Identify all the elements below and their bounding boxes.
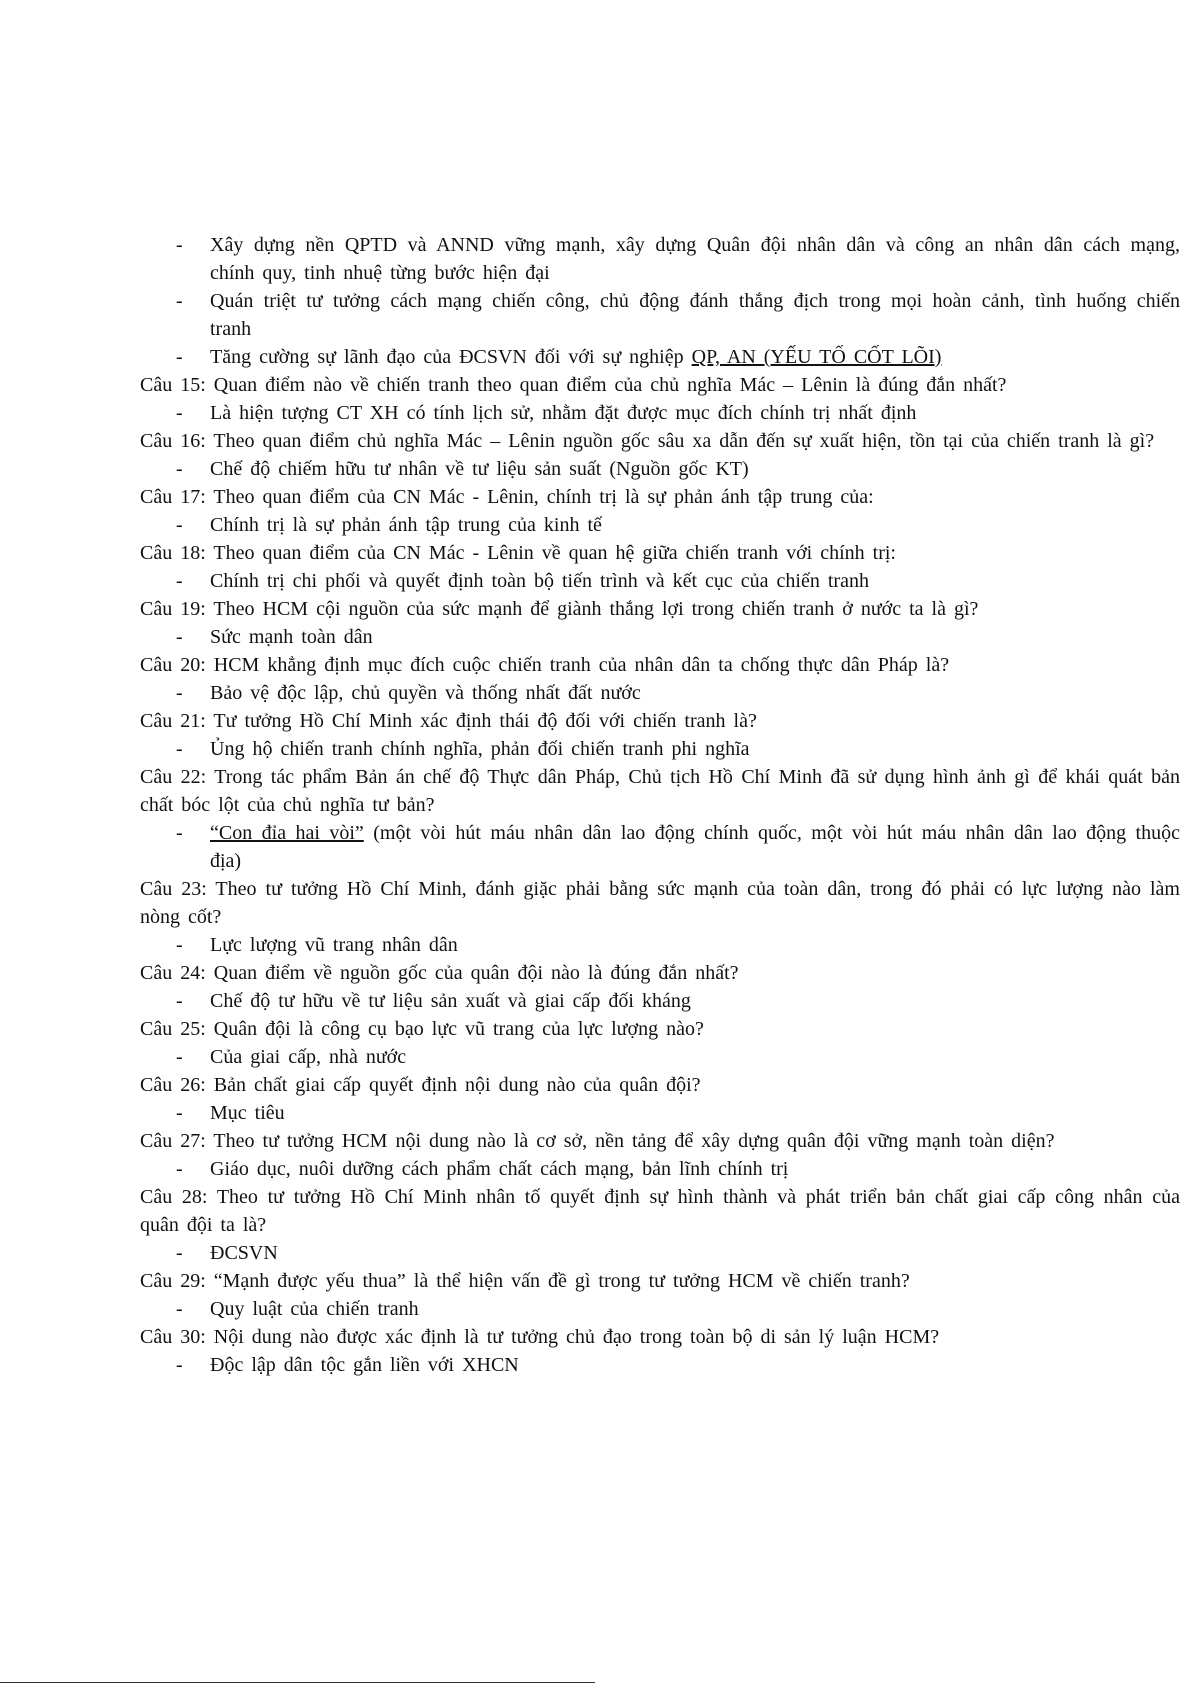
list-dash-bullet: - — [176, 570, 183, 592]
answer-list-item — [140, 679, 1180, 707]
answer-list-item — [140, 399, 1180, 427]
answer-text-underlined: “Con đỉa hai vòi” — [210, 822, 364, 844]
answer-text: (một vòi hút máu nhân dân lao động chính quốc, một vòi hút máu nhân dân lao động thuộc địa) — [210, 822, 1180, 872]
answer-text: Quy luật của chiến tranh — [210, 1298, 419, 1320]
list-dash-bullet: - — [176, 1298, 183, 1320]
answer-list-item — [140, 623, 1180, 651]
list-dash-bullet: - — [176, 934, 183, 956]
question-heading: Câu 16: Theo quan điểm chủ nghĩa Mác – Lênin nguồn gốc sâu xa dẫn đến sự xuất hiện, tồn tại của chiến tranh là gì? — [140, 430, 1155, 452]
answer-text: Là hiện tượng CT XH có tính lịch sử, nhằm đặt được mục đích chính trị nhất định — [210, 402, 917, 424]
question-heading: Câu 17: Theo quan điểm của CN Mác - Lênin, chính trị là sự phản ánh tập trung của: — [140, 486, 874, 508]
document-body — [140, 231, 1180, 1379]
question-heading: Câu 24: Quan điểm về nguồn gốc của quân đội nào là đúng đắn nhất? — [140, 962, 739, 984]
list-dash-bullet: - — [176, 822, 183, 844]
answer-text: Xây dựng nền QPTD và ANND vững mạnh, xây dựng Quân đội nhân dân và công an nhân dân cách mạng, chính quy, tinh nhuệ từng bước hiện đại — [210, 234, 1180, 284]
answer-list-item — [140, 987, 1180, 1015]
list-dash-bullet: - — [176, 1102, 183, 1124]
list-dash-bullet: - — [176, 1354, 183, 1376]
answer-list-item — [140, 931, 1180, 959]
answer-text: Chế độ tư hữu về tư liệu sản xuất và giai cấp đối kháng — [210, 990, 691, 1012]
question-heading: Câu 23: Theo tư tưởng Hồ Chí Minh, đánh giặc phải bằng sức mạnh của toàn dân, trong đó phải có lực lượng nào làm nòng cốt? — [140, 878, 1180, 928]
answer-list-item — [140, 1295, 1180, 1323]
question-heading: Câu 26: Bản chất giai cấp quyết định nội dung nào của quân đội? — [140, 1074, 701, 1096]
answer-list-item — [140, 231, 1180, 287]
question-heading: Câu 25: Quân đội là công cụ bạo lực vũ trang của lực lượng nào? — [140, 1018, 704, 1040]
answer-text: Tăng cường sự lãnh đạo của ĐCSVN đối với sự nghiệp — [210, 346, 692, 368]
question-heading: Câu 22: Trong tác phẩm Bản án chế độ Thực dân Pháp, Chủ tịch Hồ Chí Minh đã sử dụng hình ảnh gì để khái quát bản chất bóc lột của chủ nghĩa tư bản? — [140, 766, 1180, 816]
answer-list-item — [140, 1043, 1180, 1071]
list-dash-bullet: - — [176, 990, 183, 1012]
answer-text: Chính trị là sự phản ánh tập trung của kinh tế — [210, 514, 602, 536]
answer-text: Sức mạnh toàn dân — [210, 626, 373, 648]
answer-list-item — [140, 567, 1180, 595]
list-dash-bullet: - — [176, 1242, 183, 1264]
list-dash-bullet: - — [176, 458, 183, 480]
answer-text: Của giai cấp, nhà nước — [210, 1046, 407, 1068]
list-dash-bullet: - — [176, 738, 183, 760]
question-heading: Câu 27: Theo tư tưởng HCM nội dung nào là cơ sở, nền tảng để xây dựng quân đội vững mạnh toàn diện? — [140, 1130, 1055, 1152]
question-heading: Câu 19: Theo HCM cội nguồn của sức mạnh để giành thắng lợi trong chiến tranh ở nước ta là gì? — [140, 598, 979, 620]
question-heading: Câu 30: Nội dung nào được xác định là tư tưởng chủ đạo trong toàn bộ di sản lý luận HCM? — [140, 1326, 940, 1348]
list-dash-bullet: - — [176, 682, 183, 704]
answer-text: Ủng hộ chiến tranh chính nghĩa, phản đối chiến tranh phi nghĩa — [210, 738, 750, 760]
question-heading: Câu 18: Theo quan điểm của CN Mác - Lênin về quan hệ giữa chiến tranh với chính trị: — [140, 542, 896, 564]
list-dash-bullet: - — [176, 514, 183, 536]
list-dash-bullet: - — [176, 290, 183, 312]
list-dash-bullet: - — [176, 346, 183, 368]
list-dash-bullet: - — [176, 1046, 183, 1068]
answer-list-item — [140, 1155, 1180, 1183]
answer-text: Giáo dục, nuôi dưỡng cách phẩm chất cách mạng, bản lĩnh chính trị — [210, 1158, 789, 1180]
answer-text: Độc lập dân tộc gắn liền với XHCN — [210, 1354, 519, 1376]
question-heading: Câu 20: HCM khẳng định mục đích cuộc chiến tranh của nhân dân ta chống thực dân Pháp là? — [140, 654, 950, 676]
answer-text: Mục tiêu — [210, 1102, 285, 1124]
list-dash-bullet: - — [176, 402, 183, 424]
answer-list-item — [140, 511, 1180, 539]
answer-list-item — [140, 819, 1180, 875]
answer-text: Quán triệt tư tưởng cách mạng chiến công, chủ động đánh thắng địch trong mọi hoàn cảnh, tình huống chiến tranh — [210, 290, 1180, 340]
footnote-separator — [0, 1682, 595, 1683]
list-dash-bullet: - — [176, 1158, 183, 1180]
answer-list-item — [140, 1099, 1180, 1127]
answer-text: Bảo vệ độc lập, chủ quyền và thống nhất đất nước — [210, 682, 641, 704]
answer-list-item — [140, 343, 1180, 371]
answer-list-item — [140, 287, 1180, 343]
answer-list-item — [140, 1351, 1180, 1379]
answer-text: Lực lượng vũ trang nhân dân — [210, 934, 458, 956]
answer-text: Chính trị chi phối và quyết định toàn bộ tiến trình và kết cục của chiến tranh — [210, 570, 869, 592]
question-heading: Câu 15: Quan điểm nào về chiến tranh theo quan điểm của chủ nghĩa Mác – Lênin là đúng đắn nhất? — [140, 374, 1007, 396]
question-heading: Câu 28: Theo tư tưởng Hồ Chí Minh nhân tố quyết định sự hình thành và phát triển bản chất giai cấp công nhân của quân đội ta là? — [140, 1186, 1180, 1236]
question-heading: Câu 21: Tư tưởng Hồ Chí Minh xác định thái độ đối với chiến tranh là? — [140, 710, 757, 732]
list-dash-bullet: - — [176, 234, 183, 256]
list-dash-bullet: - — [176, 626, 183, 648]
answer-text: ĐCSVN — [210, 1242, 278, 1264]
question-heading: Câu 29: “Mạnh được yếu thua” là thể hiện vấn đề gì trong tư tưởng HCM về chiến tranh? — [140, 1270, 910, 1292]
answer-list-item — [140, 455, 1180, 483]
answer-list-item — [140, 735, 1180, 763]
answer-text-underlined: QP, AN (YẾU TỐ CỐT LÕI) — [691, 346, 942, 368]
answer-list-item — [140, 1239, 1180, 1267]
answer-text: Chế độ chiếm hữu tư nhân về tư liệu sản suất (Nguồn gốc KT) — [210, 458, 749, 480]
